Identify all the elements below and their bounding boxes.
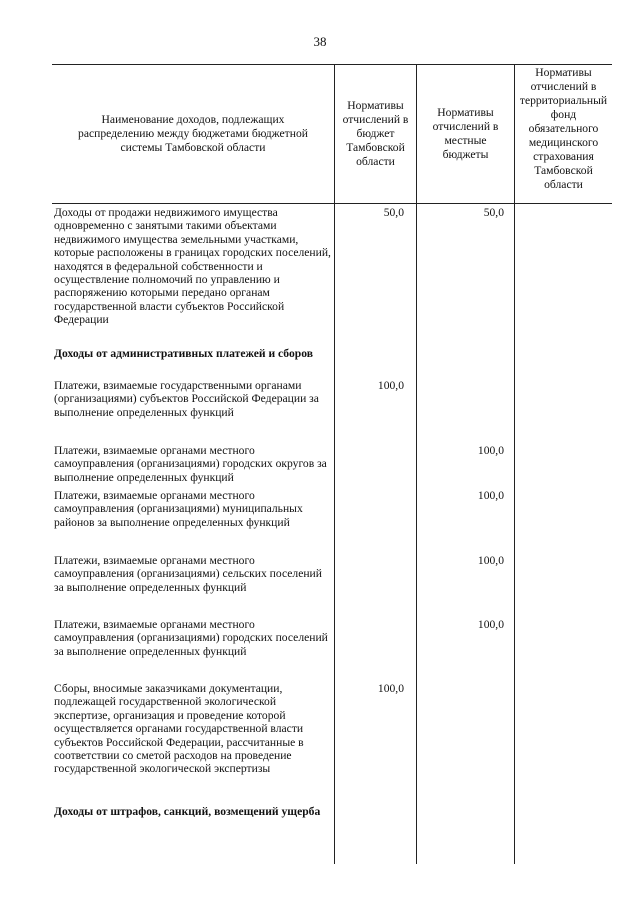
row-regional-value: 50,0 [383,206,404,219]
table-row [52,682,612,805]
header-tfoms-text: Нормативы отчислений в территориальный фонд обязательного медицинского страхования Тамбовской области [519,66,608,191]
table-row [52,805,612,837]
row-name: Доходы от продажи недвижимого имущества одновременно с занятыми такими объектами недвижимого имущества земельными участками, которые расположены в границах городских поселений, находятся в федеральной собственности и осуществление полномочий по управлению и распоряжению которыми передано органам государственной власти субъектов Российской Федерации [54,206,331,327]
table-row [52,489,612,554]
table-row [52,618,612,682]
table-row [52,206,612,347]
table-row [52,444,612,489]
table-row [52,554,612,618]
row-name: Доходы от штрафов, санкций, возмещений ущерба [54,805,321,818]
row-name: Платежи, взимаемые органами местного самоуправления (организациями) городских округов за выполнение определенных функций [54,444,327,484]
table-row [52,347,612,379]
row-name: Платежи, взимаемые органами местного самоуправления (организациями) сельских поселений за выполнение определенных функций [54,554,322,594]
header-local [417,64,514,203]
header-name-text: Наименование доходов, подлежащих распределению между бюджетами бюджетной системы Тамбовской области [78,112,308,154]
row-local-value: 100,0 [477,444,504,457]
row-name: Платежи, взимаемые органами местного самоуправления (организациями) муниципальных районов за выполнение определенных функций [54,489,303,529]
header-regional-text: Нормативы отчислений в бюджет Тамбовской области [342,98,409,168]
row-name: Сборы, вносимые заказчиками документации, подлежащей государственной экологической экспертизе, организация и проведение которой осуществляется органами государственной власти субъектов Российской Федерации, рассчитанные в соответствии со сметой расходов на проведение государственной экологической экспертизы [54,682,304,776]
row-regional-value: 100,0 [377,379,404,392]
table-row [52,379,612,444]
row-local-value: 100,0 [477,554,504,567]
header-name [52,64,334,203]
row-regional-value: 100,0 [377,682,404,695]
row-local-value: 100,0 [477,489,504,502]
row-name: Платежи, взимаемые государственными органами (организациями) субъектов Российской Федерации за выполнение определенных функций [54,379,319,419]
header-local-text: Нормативы отчислений в местные бюджеты [432,105,499,161]
row-local-value: 50,0 [483,206,504,219]
row-name: Доходы от административных платежей и сборов [54,347,313,360]
row-local-value: 100,0 [477,618,504,631]
page-number: 38 [313,34,327,49]
header-tfoms [515,64,612,205]
row-name: Платежи, взимаемые органами местного самоуправления (организациями) городских поселений за выполнение определенных функций [54,618,328,658]
revenue-distribution-table [52,64,612,864]
table-body [52,206,612,837]
header-regional [335,64,416,203]
